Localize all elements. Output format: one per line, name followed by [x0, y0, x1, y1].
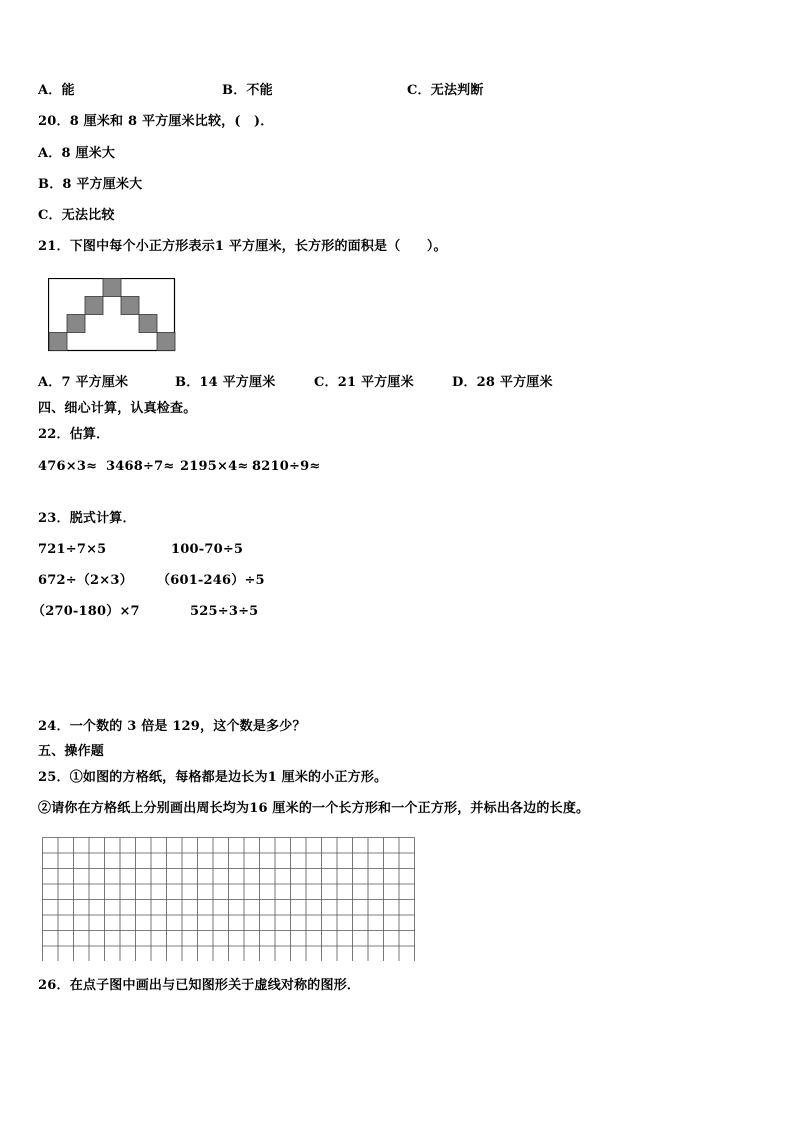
section-4-heading: 四、细心计算，认真检查。 — [38, 401, 197, 416]
q23-item: 672÷（2×3） — [38, 573, 133, 588]
q20-option-b: B．8 平方厘米大 — [38, 177, 143, 192]
q25-grid-paper — [42, 837, 420, 961]
q21-option-c: C．21 平方厘米 — [314, 375, 414, 390]
q22-item: 3468÷7≈ — [106, 459, 175, 474]
q26-stem: 26．在点子图中画出与已知图形关于虚线对称的图形． — [38, 978, 361, 993]
q22-item: 2195×4≈ — [180, 459, 249, 474]
q21-option-d: D．28 平方厘米 — [452, 375, 553, 390]
q21-option-b: B．14 平方厘米 — [175, 375, 276, 390]
q21-staircase-figure — [48, 278, 177, 353]
q23-item: （270-180）×7 — [32, 604, 140, 619]
q25-line-2: ②请你在方格纸上分别画出周长均为16 厘米的一个长方形和一个正方形，并标出各边的长度。 — [38, 801, 590, 816]
q21-option-a: A．7 平方厘米 — [38, 375, 129, 390]
q19-option-a: A．能 — [38, 83, 75, 98]
q19-option-c: C．无法判断 — [407, 83, 484, 98]
q22-stem: 22．估算． — [38, 427, 110, 442]
q23-stem: 23．脱式计算． — [38, 511, 136, 526]
section-5-heading: 五、操作题 — [38, 744, 105, 759]
q21-stem: 21．下图中每个小正方形表示1 平方厘米，长方形的面积是（ ）。 — [38, 239, 447, 254]
q19-option-b: B．不能 — [222, 83, 273, 98]
q23-item: 525÷3÷5 — [190, 604, 259, 619]
q20-stem: 20．8 厘米和 8 平方厘米比较，( )． — [38, 114, 274, 129]
q25-line-1: 25．①如图的方格纸，每格都是边长为1 厘米的小正方形。 — [38, 770, 388, 785]
q22-item: 8210÷9≈ — [252, 459, 321, 474]
q20-option-c: C．无法比较 — [38, 208, 115, 223]
q22-item: 476×3≈ — [38, 459, 98, 474]
q23-item: 721÷7×5 — [38, 542, 107, 557]
q23-item: 100-70÷5 — [171, 542, 244, 557]
q23-item: （601-246）÷5 — [157, 573, 265, 588]
q24-stem: 24．一个数的 3 倍是 129，这个数是多少？ — [38, 719, 306, 734]
q20-option-a: A．8 厘米大 — [38, 146, 116, 161]
